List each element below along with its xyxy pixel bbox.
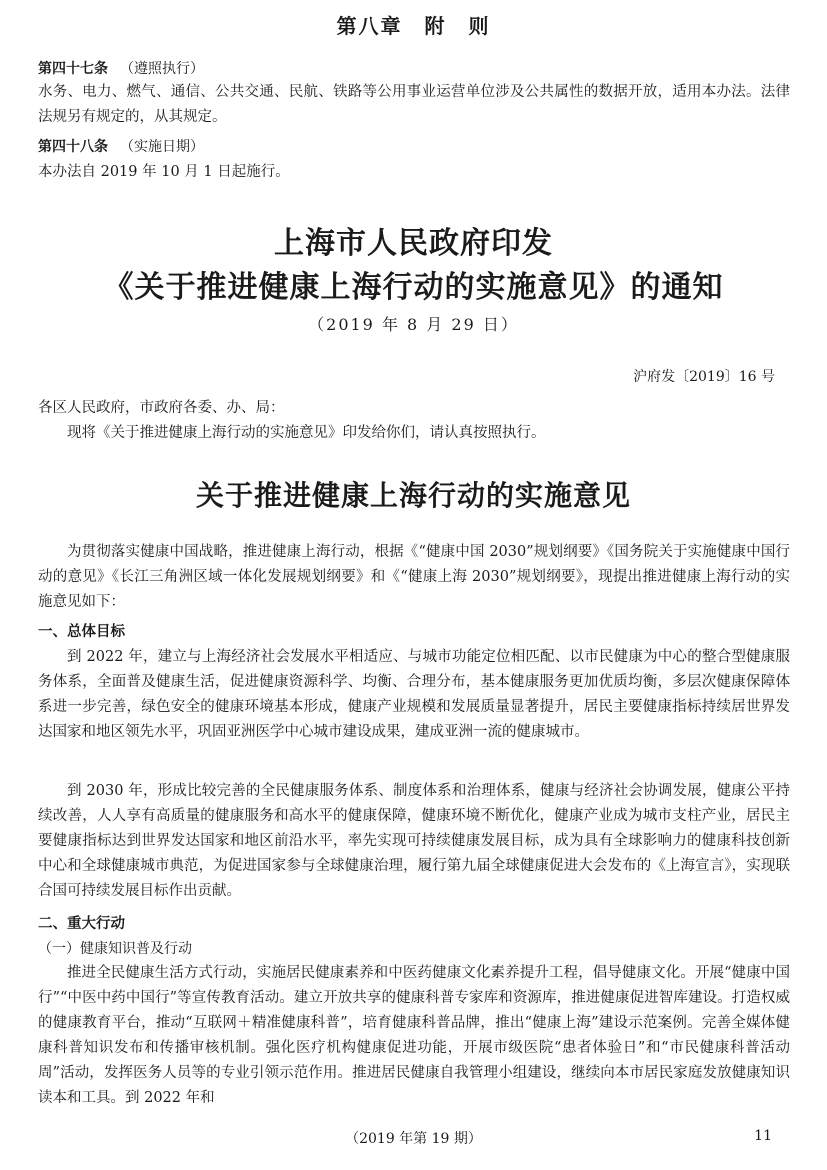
section-1-paragraph-2: 到 2030 年，形成比较完善的全民健康服务体系、制度体系和治理体系，健康与经济社会协调发展，健康公平持续改善，人人享有高质量的健康服务和高水平的健康保障，健康环境不断优化，健康产业成为城市支柱产业，居民主要健康指标达到世界发达国家和地区前沿水平，率先实现可持续健康发展目标，成为具有全球影响力的健康科技创新中心和全球健康城市典范，为促进国家参与全球健康治理，履行第九届全球健康促进大会发布的《上海宣言》，实现联合国可持续发展目标作出贡献。 [38, 783, 790, 899]
notice-title-line2: 《关于推进健康上海行动的实施意见》的通知 [103, 270, 724, 305]
article-48-topic: （实施日期） [120, 139, 204, 155]
opinion-intro: 为贯彻落实健康中国战略，推进健康上海行动，根据《“健康中国 2030”规划纲要》《国务院关于实施健康中国行动的意见》《长江三角洲区域一体化发展规划纲要》和《“健康上海 2030”规划纲要》，现提出推进健康上海行动的实施意见如下： [38, 544, 790, 610]
article-47-topic: （遵照执行） [120, 61, 204, 77]
notice-title-line1: 上海市人民政府印发 [274, 226, 553, 261]
document-number: 沪府发〔2019〕16 号 [633, 369, 775, 385]
section-2-heading: 二、重大行动 [38, 915, 125, 932]
article-48-heading [38, 136, 204, 156]
article-48-text: 本办法自 2019 年 10 月 1 日起施行。 [38, 164, 290, 180]
section-1-paragraph-1: 到 2022 年，建立与上海经济社会发展水平相适应、与城市功能定位相匹配、以市民健康为中心的整合型健康服务体系，全面普及健康生活，促进健康资源科学、均衡、合理分布，基本健康服务更加优质均衡，多层次健康保障体系进一步完善，绿色安全的健康环境基本形成，健康产业规模和发展质量显著提升，居民主要健康指标持续居世界发达国家和地区领先水平，巩固亚洲医学中心城市建设成果，建成亚洲一流的健康城市。 [38, 649, 790, 740]
footer-page-number: 11 [754, 1128, 772, 1144]
subsection-1-paragraph: 推进全民健康生活方式行动，实施居民健康素养和中医药健康文化素养提升工程，倡导健康文化。开展“健康中国行”“中医中药中国行”等宣传教育活动。建立开放共享的健康科普专家库和资源库，推进健康促进智库建设。打造权威的健康教育平台，推动“互联网＋精准健康科普”，培育健康科普品牌，推出“健康上海”建设示范案例。完善全媒体健康科普知识发布和传播审核机制。强化医疗机构健康促进功能，开展市级医院“患者体验日”和“市民健康科普活动周”活动，发挥医务人员等的专业引领示范作用。推进居民健康自我管理小组建设，继续向本市居民家庭发放健康知识读本和工具。到 2022 年和 [38, 965, 790, 1106]
article-47-number: 第四十七条 [38, 61, 108, 77]
footer-issue: （2019 年第 19 期） [345, 1131, 482, 1147]
notice-body: 现将《关于推进健康上海行动的实施意见》印发给你们，请认真按照执行。 [67, 425, 546, 441]
article-48-number: 第四十八条 [38, 139, 108, 155]
subsection-1-heading: （一）健康知识普及行动 [38, 941, 192, 957]
opinion-title: 关于推进健康上海行动的实施意见 [195, 479, 631, 512]
notice-recipients: 各区人民政府，市政府各委、办、局： [38, 400, 285, 416]
notice-date: （2019 年 8 月 29 日） [308, 315, 519, 334]
section-1-heading: 一、总体目标 [38, 623, 125, 640]
chapter-title: 第八章 附 则 [336, 14, 491, 38]
article-47-heading [38, 58, 204, 78]
article-47-text: 水务、电力、燃气、通信、公共交通、民航、铁路等公用事业运营单位涉及公共属性的数据开放，适用本办法。法律法规另有规定的，从其规定。 [38, 84, 790, 125]
